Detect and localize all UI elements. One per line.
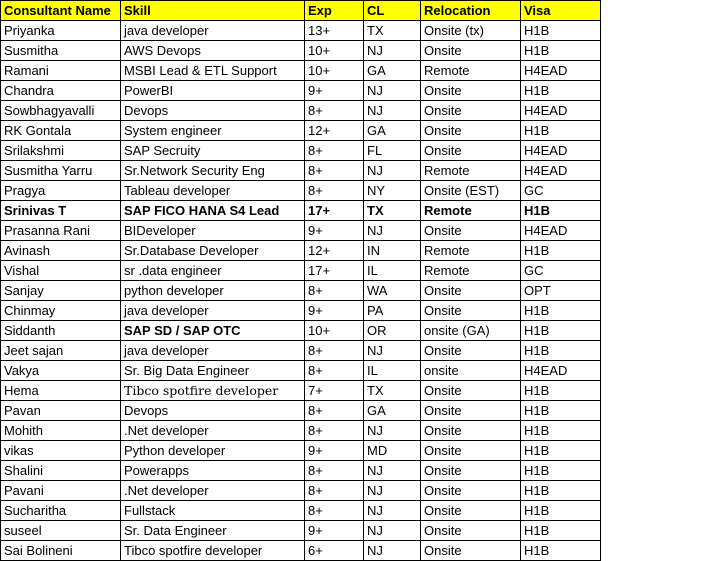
cell-cl: IL — [364, 361, 421, 381]
cell-exp: 6+ — [305, 541, 364, 561]
cell-visa: H1B — [521, 41, 601, 61]
cell-exp: 8+ — [305, 161, 364, 181]
cell-exp: 9+ — [305, 81, 364, 101]
cell-cl: GA — [364, 121, 421, 141]
cell-relocation: Onsite — [421, 101, 521, 121]
cell-skill: BIDeveloper — [121, 221, 305, 241]
cell-exp: 13+ — [305, 21, 364, 41]
cell-skill: Tibco spotfire developer — [121, 381, 305, 401]
cell-consultant-name: Susmitha Yarru — [1, 161, 121, 181]
table-row — [1, 421, 601, 441]
cell-exp: 10+ — [305, 41, 364, 61]
cell-cl: NY — [364, 181, 421, 201]
cell-exp: 8+ — [305, 141, 364, 161]
table-row — [1, 441, 601, 461]
cell-consultant-name: Vishal — [1, 261, 121, 281]
cell-relocation: Remote — [421, 201, 521, 221]
cell-skill: SAP SD / SAP OTC — [121, 321, 305, 341]
cell-skill: Tableau developer — [121, 181, 305, 201]
cell-cl: FL — [364, 141, 421, 161]
cell-cl: TX — [364, 21, 421, 41]
cell-skill: SAP FICO HANA S4 Lead — [121, 201, 305, 221]
cell-cl: GA — [364, 61, 421, 81]
table-row — [1, 501, 601, 521]
cell-cl: NJ — [364, 81, 421, 101]
cell-skill: Powerapps — [121, 461, 305, 481]
cell-exp: 12+ — [305, 121, 364, 141]
cell-relocation: Onsite — [421, 521, 521, 541]
table-row — [1, 21, 601, 41]
cell-consultant-name: Sucharitha — [1, 501, 121, 521]
cell-exp: 12+ — [305, 241, 364, 261]
table-row — [1, 101, 601, 121]
cell-cl: IL — [364, 261, 421, 281]
table-row — [1, 221, 601, 241]
cell-skill: sr .data engineer — [121, 261, 305, 281]
cell-consultant-name: suseel — [1, 521, 121, 541]
table-row — [1, 321, 601, 341]
cell-relocation: Onsite — [421, 501, 521, 521]
cell-skill: System engineer — [121, 121, 305, 141]
cell-consultant-name: Chinmay — [1, 301, 121, 321]
cell-visa: H1B — [521, 121, 601, 141]
cell-visa: H1B — [521, 201, 601, 221]
cell-skill: python developer — [121, 281, 305, 301]
cell-exp: 10+ — [305, 61, 364, 81]
cell-relocation: Remote — [421, 261, 521, 281]
cell-skill: Sr.Database Developer — [121, 241, 305, 261]
cell-cl: NJ — [364, 421, 421, 441]
cell-cl: IN — [364, 241, 421, 261]
cell-visa: H1B — [521, 441, 601, 461]
cell-relocation: Remote — [421, 161, 521, 181]
cell-relocation: Onsite — [421, 541, 521, 561]
cell-exp: 8+ — [305, 281, 364, 301]
cell-cl: OR — [364, 321, 421, 341]
cell-exp: 10+ — [305, 321, 364, 341]
cell-relocation: Onsite — [421, 441, 521, 461]
cell-cl: PA — [364, 301, 421, 321]
cell-relocation: Onsite (tx) — [421, 21, 521, 41]
cell-exp: 8+ — [305, 481, 364, 501]
cell-exp: 8+ — [305, 181, 364, 201]
cell-visa: H1B — [521, 381, 601, 401]
cell-consultant-name: RK Gontala — [1, 121, 121, 141]
cell-relocation: Onsite — [421, 41, 521, 61]
cell-visa: H1B — [521, 421, 601, 441]
cell-relocation: Onsite — [421, 281, 521, 301]
cell-consultant-name: Srilakshmi — [1, 141, 121, 161]
table-row — [1, 281, 601, 301]
cell-cl: MD — [364, 441, 421, 461]
cell-exp: 8+ — [305, 501, 364, 521]
cell-exp: 8+ — [305, 401, 364, 421]
cell-exp: 17+ — [305, 201, 364, 221]
cell-visa: H4EAD — [521, 361, 601, 381]
cell-visa: H4EAD — [521, 101, 601, 121]
cell-visa: H1B — [521, 321, 601, 341]
cell-relocation: Onsite — [421, 421, 521, 441]
cell-exp: 9+ — [305, 221, 364, 241]
header-relocation: Relocation — [421, 1, 521, 21]
cell-skill: java developer — [121, 301, 305, 321]
cell-relocation: Onsite — [421, 381, 521, 401]
cell-exp: 9+ — [305, 441, 364, 461]
cell-skill: Python developer — [121, 441, 305, 461]
cell-cl: GA — [364, 401, 421, 421]
table-row — [1, 261, 601, 281]
table-row — [1, 121, 601, 141]
cell-relocation: Onsite — [421, 141, 521, 161]
table-row — [1, 61, 601, 81]
cell-visa: H1B — [521, 301, 601, 321]
cell-cl: NJ — [364, 101, 421, 121]
table-row — [1, 541, 601, 561]
cell-cl: NJ — [364, 541, 421, 561]
cell-visa: H1B — [521, 81, 601, 101]
cell-skill: SAP Secruity — [121, 141, 305, 161]
cell-relocation: Onsite — [421, 121, 521, 141]
cell-skill: Sr.Network Security Eng — [121, 161, 305, 181]
table-row — [1, 381, 601, 401]
cell-consultant-name: Mohith — [1, 421, 121, 441]
cell-cl: NJ — [364, 521, 421, 541]
cell-consultant-name: vikas — [1, 441, 121, 461]
cell-consultant-name: Pragya — [1, 181, 121, 201]
table-row — [1, 181, 601, 201]
cell-cl: WA — [364, 281, 421, 301]
table-row — [1, 521, 601, 541]
cell-visa: H1B — [521, 481, 601, 501]
cell-relocation: onsite — [421, 361, 521, 381]
cell-visa: H1B — [521, 501, 601, 521]
cell-cl: NJ — [364, 501, 421, 521]
cell-consultant-name: Srinivas T — [1, 201, 121, 221]
cell-exp: 8+ — [305, 341, 364, 361]
cell-consultant-name: Sanjay — [1, 281, 121, 301]
table-row — [1, 341, 601, 361]
cell-consultant-name: Ramani — [1, 61, 121, 81]
cell-cl: TX — [364, 381, 421, 401]
header-consultant-name: Consultant Name — [1, 1, 121, 21]
cell-visa: H1B — [521, 401, 601, 421]
cell-skill: java developer — [121, 21, 305, 41]
cell-relocation: Remote — [421, 61, 521, 81]
cell-consultant-name: Shalini — [1, 461, 121, 481]
header-row — [1, 1, 601, 21]
cell-skill: Sr. Data Engineer — [121, 521, 305, 541]
cell-exp: 8+ — [305, 101, 364, 121]
cell-visa: GC — [521, 261, 601, 281]
cell-relocation: Onsite — [421, 81, 521, 101]
cell-consultant-name: Hema — [1, 381, 121, 401]
cell-visa: GC — [521, 181, 601, 201]
cell-relocation: Onsite — [421, 461, 521, 481]
cell-consultant-name: Susmitha — [1, 41, 121, 61]
cell-skill: Tibco spotfire developer — [121, 541, 305, 561]
header-cl: CL — [364, 1, 421, 21]
cell-visa: H1B — [521, 341, 601, 361]
cell-consultant-name: Avinash — [1, 241, 121, 261]
cell-visa: H1B — [521, 541, 601, 561]
cell-consultant-name: Vakya — [1, 361, 121, 381]
cell-skill: java developer — [121, 341, 305, 361]
cell-exp: 9+ — [305, 301, 364, 321]
cell-cl: NJ — [364, 41, 421, 61]
cell-skill: AWS Devops — [121, 41, 305, 61]
cell-consultant-name: Priyanka — [1, 21, 121, 41]
cell-visa: H1B — [521, 241, 601, 261]
cell-consultant-name: Pavan — [1, 401, 121, 421]
cell-visa: H1B — [521, 521, 601, 541]
cell-relocation: Onsite — [421, 221, 521, 241]
cell-relocation: Onsite — [421, 481, 521, 501]
table-row — [1, 81, 601, 101]
cell-visa: H4EAD — [521, 61, 601, 81]
cell-relocation: Remote — [421, 241, 521, 261]
cell-skill: Devops — [121, 101, 305, 121]
table-row — [1, 41, 601, 61]
cell-visa: H4EAD — [521, 141, 601, 161]
cell-cl: NJ — [364, 161, 421, 181]
cell-visa: OPT — [521, 281, 601, 301]
header-exp: Exp — [305, 1, 364, 21]
table-row — [1, 481, 601, 501]
table-row — [1, 161, 601, 181]
cell-visa: H1B — [521, 21, 601, 41]
cell-cl: NJ — [364, 461, 421, 481]
cell-consultant-name: Sai Bolineni — [1, 541, 121, 561]
table-row — [1, 461, 601, 481]
cell-relocation: Onsite — [421, 301, 521, 321]
cell-consultant-name: Chandra — [1, 81, 121, 101]
cell-exp: 8+ — [305, 361, 364, 381]
table-row — [1, 361, 601, 381]
table-row — [1, 241, 601, 261]
cell-consultant-name: Prasanna Rani — [1, 221, 121, 241]
cell-skill: Fullstack — [121, 501, 305, 521]
cell-skill: Devops — [121, 401, 305, 421]
cell-exp: 9+ — [305, 521, 364, 541]
table-row — [1, 401, 601, 421]
cell-consultant-name: Jeet sajan — [1, 341, 121, 361]
cell-relocation: Onsite (EST) — [421, 181, 521, 201]
cell-consultant-name: Pavani — [1, 481, 121, 501]
cell-relocation: Onsite — [421, 341, 521, 361]
cell-visa: H4EAD — [521, 221, 601, 241]
cell-skill: Sr. Big Data Engineer — [121, 361, 305, 381]
cell-relocation: onsite (GA) — [421, 321, 521, 341]
cell-skill: PowerBI — [121, 81, 305, 101]
cell-cl: NJ — [364, 221, 421, 241]
header-visa: Visa — [521, 1, 601, 21]
table-row — [1, 301, 601, 321]
header-skill: Skill — [121, 1, 305, 21]
cell-skill: .Net developer — [121, 481, 305, 501]
cell-consultant-name: Siddanth — [1, 321, 121, 341]
cell-exp: 8+ — [305, 421, 364, 441]
cell-visa: H4EAD — [521, 161, 601, 181]
table-row — [1, 201, 601, 221]
cell-exp: 8+ — [305, 461, 364, 481]
cell-visa: H1B — [521, 461, 601, 481]
cell-cl: NJ — [364, 481, 421, 501]
cell-relocation: Onsite — [421, 401, 521, 421]
cell-skill: MSBI Lead & ETL Support — [121, 61, 305, 81]
table-row — [1, 141, 601, 161]
cell-consultant-name: Sowbhagyavalli — [1, 101, 121, 121]
cell-cl: TX — [364, 201, 421, 221]
cell-skill: .Net developer — [121, 421, 305, 441]
cell-exp: 17+ — [305, 261, 364, 281]
cell-cl: NJ — [364, 341, 421, 361]
cell-exp: 7+ — [305, 381, 364, 401]
